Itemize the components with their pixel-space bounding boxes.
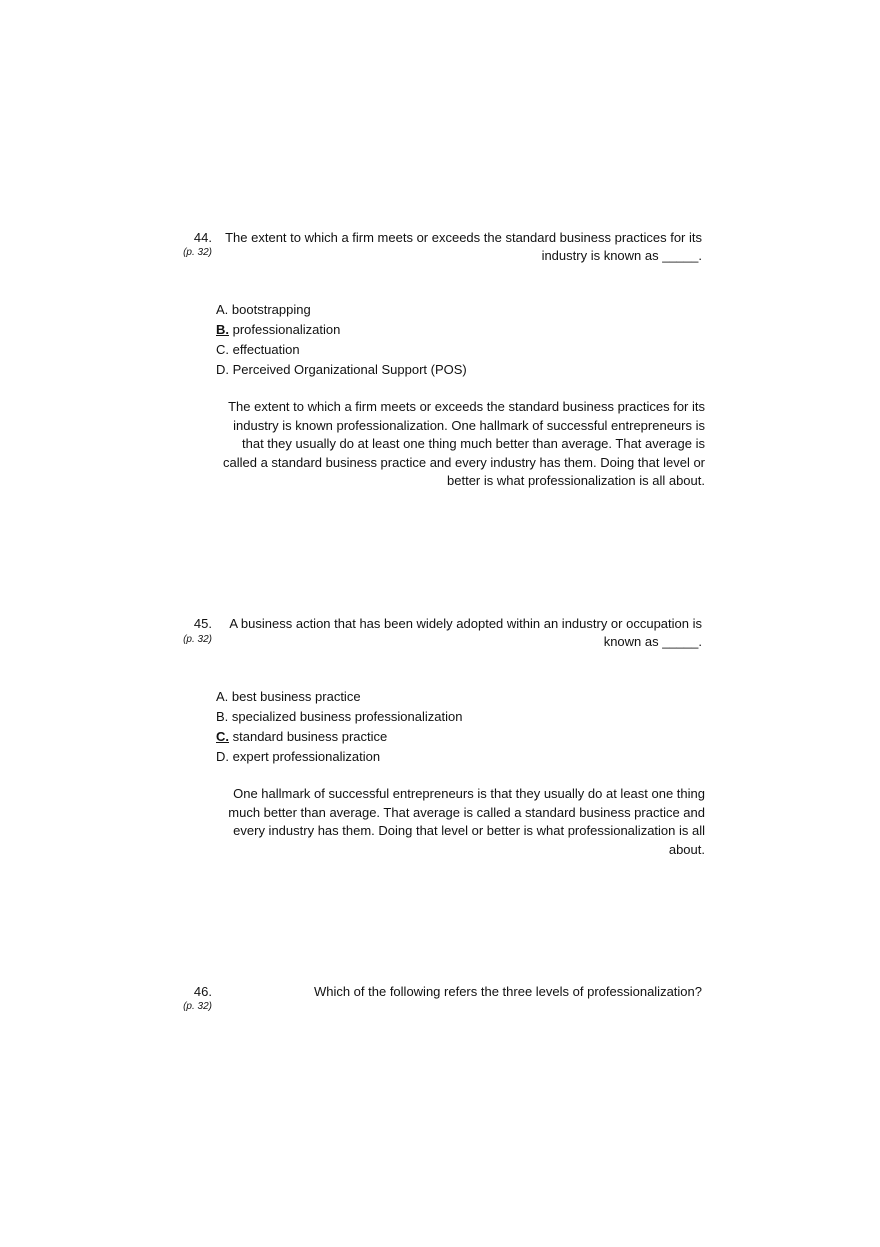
option-letter: C.: [216, 342, 229, 357]
option-letter: B.: [216, 709, 229, 724]
option-text: effectuation: [232, 342, 300, 357]
page-reference: (p. 32): [183, 634, 212, 645]
option-d: [216, 360, 467, 380]
option-c: [216, 340, 467, 360]
option-text: professionalization: [232, 322, 341, 337]
option-a: [216, 687, 462, 707]
option-letter: D.: [216, 362, 229, 377]
question-number: 45.: [193, 616, 212, 631]
option-text: specialized business professionalization: [231, 709, 463, 724]
option-text: best business practice: [231, 689, 361, 704]
explanation: One hallmark of successful entrepreneurs is that they usually do at least one thing much better than average. That average is called a standard business practice and every industry has them. Doing that level or better is what professionalization is all about.: [228, 786, 705, 857]
page-reference: (p. 32): [183, 1001, 212, 1012]
option-b: [216, 320, 467, 340]
answer-options: [216, 687, 462, 767]
explanation: The extent to which a firm meets or exceeds the standard business practices for its industry is known professionalization. One hallmark of successful entrepreneurs is that they usually do at least one thing much better than average. That average is called a standard business practice and every industry has them. Doing that level or better is what professionalization is all about.: [223, 399, 705, 488]
option-letter: A.: [216, 302, 229, 317]
page-reference: (p. 32): [183, 247, 212, 258]
option-b: [216, 707, 462, 727]
option-text: standard business practice: [232, 729, 388, 744]
question-number: 44.: [193, 230, 212, 245]
option-letter: A.: [216, 689, 229, 704]
option-c: [216, 727, 462, 747]
option-a: [216, 300, 467, 320]
correct-option-letter: C.: [216, 729, 229, 744]
option-text: bootstrapping: [231, 302, 311, 317]
question-text: The extent to which a firm meets or exceeds the standard business practices for its industry is known as _____.: [225, 230, 702, 263]
option-text: Perceived Organizational Support (POS): [232, 362, 467, 377]
answer-options: [216, 300, 467, 380]
question-text: Which of the following refers the three levels of professionalization?: [313, 984, 702, 999]
question-text: A business action that has been widely adopted within an industry or occupation is known as _____.: [229, 616, 702, 649]
correct-option-letter: B.: [216, 322, 229, 337]
option-d: [216, 747, 462, 767]
question-number: 46.: [193, 984, 212, 999]
option-letter: D.: [216, 749, 229, 764]
option-text: expert professionalization: [232, 749, 381, 764]
